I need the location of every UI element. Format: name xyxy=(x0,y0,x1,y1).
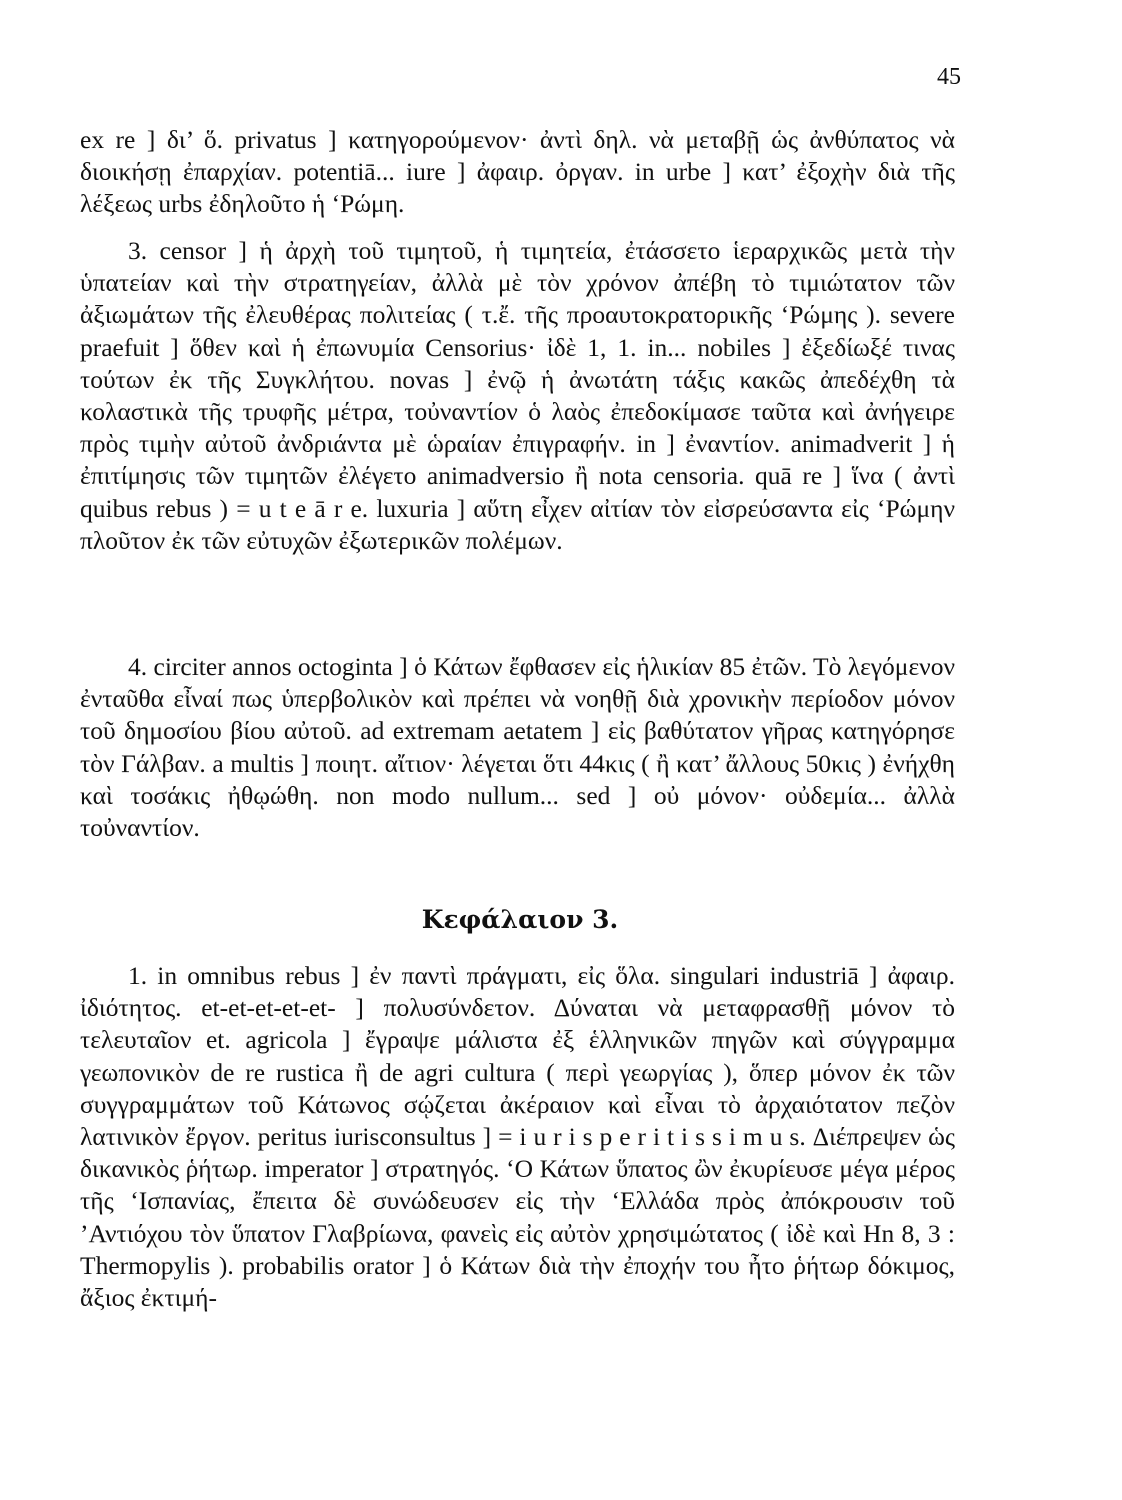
commentary-paragraph: 4. circiter annos octoginta ] ὁ Κάτων ἔφθασεν εἰς ἡλικίαν 85 ἐτῶν. Τὸ λεγόμενον ἐνταῦθα εἶναί πως ὑπερβολικὸν καὶ πρέπει νὰ νοηθῇ διὰ χρονικὴν περίοδον μόνον τοῦ δημοσίου βίου αὐτοῦ. ad extremam aetatem ] εἰς βαθύτατον γῆρας κατηγόρησε τὸν Γάλβαν. a multis ] ποιητ. αἴτιον· λέγεται ὅτι 44κις ( ἢ κατ’ ἄλλους 50κις ) ἐνήχθη καὶ τοσάκις ἠθῳώθη. non modo nullum... sed ] οὐ μόνον· οὐδεμία... ἀλλὰ τοὐναντίον. xyxy=(80,652,955,843)
page-number: 45 xyxy=(937,64,961,90)
commentary-paragraph: ex re ] δι’ ὅ. privatus ] κατηγορούμενον· ἀντὶ δηλ. νὰ μεταβῇ ὡς ἀνθύπατος νὰ διοικήσῃ ἐπαρχίαν. potentiā... iure ] ἀφαιρ. ὀργαν. in urbe ] κατ’ ἐξοχὴν διὰ τῆς λέξεως urbs ἐδηλοῦτο ἡ ‘Ρώμη. xyxy=(80,125,955,219)
commentary-paragraph: 3. censor ] ἡ ἀρχὴ τοῦ τιμητοῦ, ἡ τιμητεία, ἐτάσσετο ἱεραρχικῶς μετὰ τὴν ὑπατείαν καὶ τὴν στρατηγείαν, ἀλλὰ μὲ τὸν χρόνον ἀπέβη τὸ τιμιώτατον τῶν ἀξιωμάτων τῆς ἐλευθέρας πολιτείας ( τ.ἔ. τῆς προαυτοκρατορικῆς ‘Ρώμης ). severe praefuit ] ὅθεν καὶ ἡ ἐπωνυμία Censorius· ἰδὲ 1, 1. in... nobiles ] ἐξεδίωξέ τινας τούτων ἐκ τῆς Συγκλήτου. novas ] ἐνῷ ἡ ἀνωτάτη τάξις κακῶς ἀπεδέχθη τὰ κολαστικὰ τῆς τρυφῆς μέτρα, τοὐναντίον ὁ λαὸς ἐπεδοκίμασε ταῦτα καὶ ἀνήγειρε πρὸς τιμὴν αὐτοῦ ἀνδριάντα μὲ ὡραίαν ἐπιγραφήν. in ] ἐναντίον. animadverit ] ἡ ἐπιτίμησις τῶν τιμητῶν ἐλέγετο animadversio ἢ nota censoria. quā re ] ἵνα ( ἀντὶ quibus rebus ) = u t e ā r e. luxuria ] αὕτη εἶχεν αἰτίαν τὸν εἰσρεύσαντα εἰς ‘Ρώμην πλοῦτον ἐκ τῶν εὐτυχῶν ἐξωτερικῶν πολέμων. xyxy=(80,236,955,555)
commentary-paragraph: 1. in omnibus rebus ] ἐν παντὶ πράγματι, εἰς ὅλα. singulari industriā ] ἀφαιρ. ἰδιότητος. et-et-et-et-et- ] πολυσύνδετον. Δύναται νὰ μεταφρασθῇ μόνον τὸ τελευταῖον et. agricola ] ἔγραψε μάλιστα ἐξ ἑλληνικῶν πηγῶν καὶ σύγγραμμα γεωπονικὸν de re rustica ἢ de agri cultura ( περὶ γεωργίας ), ὅπερ μόνον ἐκ τῶν συγγραμμάτων τοῦ Κάτωνος σῴζεται ἀκέραιον καὶ εἶναι τὸ ἀρχαιότατον πεζὸν λατινικὸν ἔργον. peritus iurisconsultus ] = i u r i s p e r i t i s s i m u s. Διέπρεψεν ὡς δικανικὸς ῥήτωρ. imperator ] στρατηγός. ‘Ο Κάτων ὕπατος ὢν ἐκυρίευσε μέγα μέρος τῆς ‘Ισπανίας, ἔπειτα δὲ συνώδευσεν εἰς τὴν ‘Ελλάδα πρὸς ἀπόκρουσιν τοῦ ’Αντιόχου τὸν ὕπατον Γλαβρίωνα, φανεὶς εἰς αὐτὸν χρησιμώτατος ( ἰδὲ καὶ Hn 8, 3 : Thermopylis ). probabilis orator ] ὁ Κάτων διὰ τὴν ἐποχήν του ἦτο ῥήτωρ δόκιμος, ἄξιος ἐκτιμή- xyxy=(80,961,955,1313)
chapter-heading: Κεφάλαιον 3. xyxy=(421,905,619,934)
